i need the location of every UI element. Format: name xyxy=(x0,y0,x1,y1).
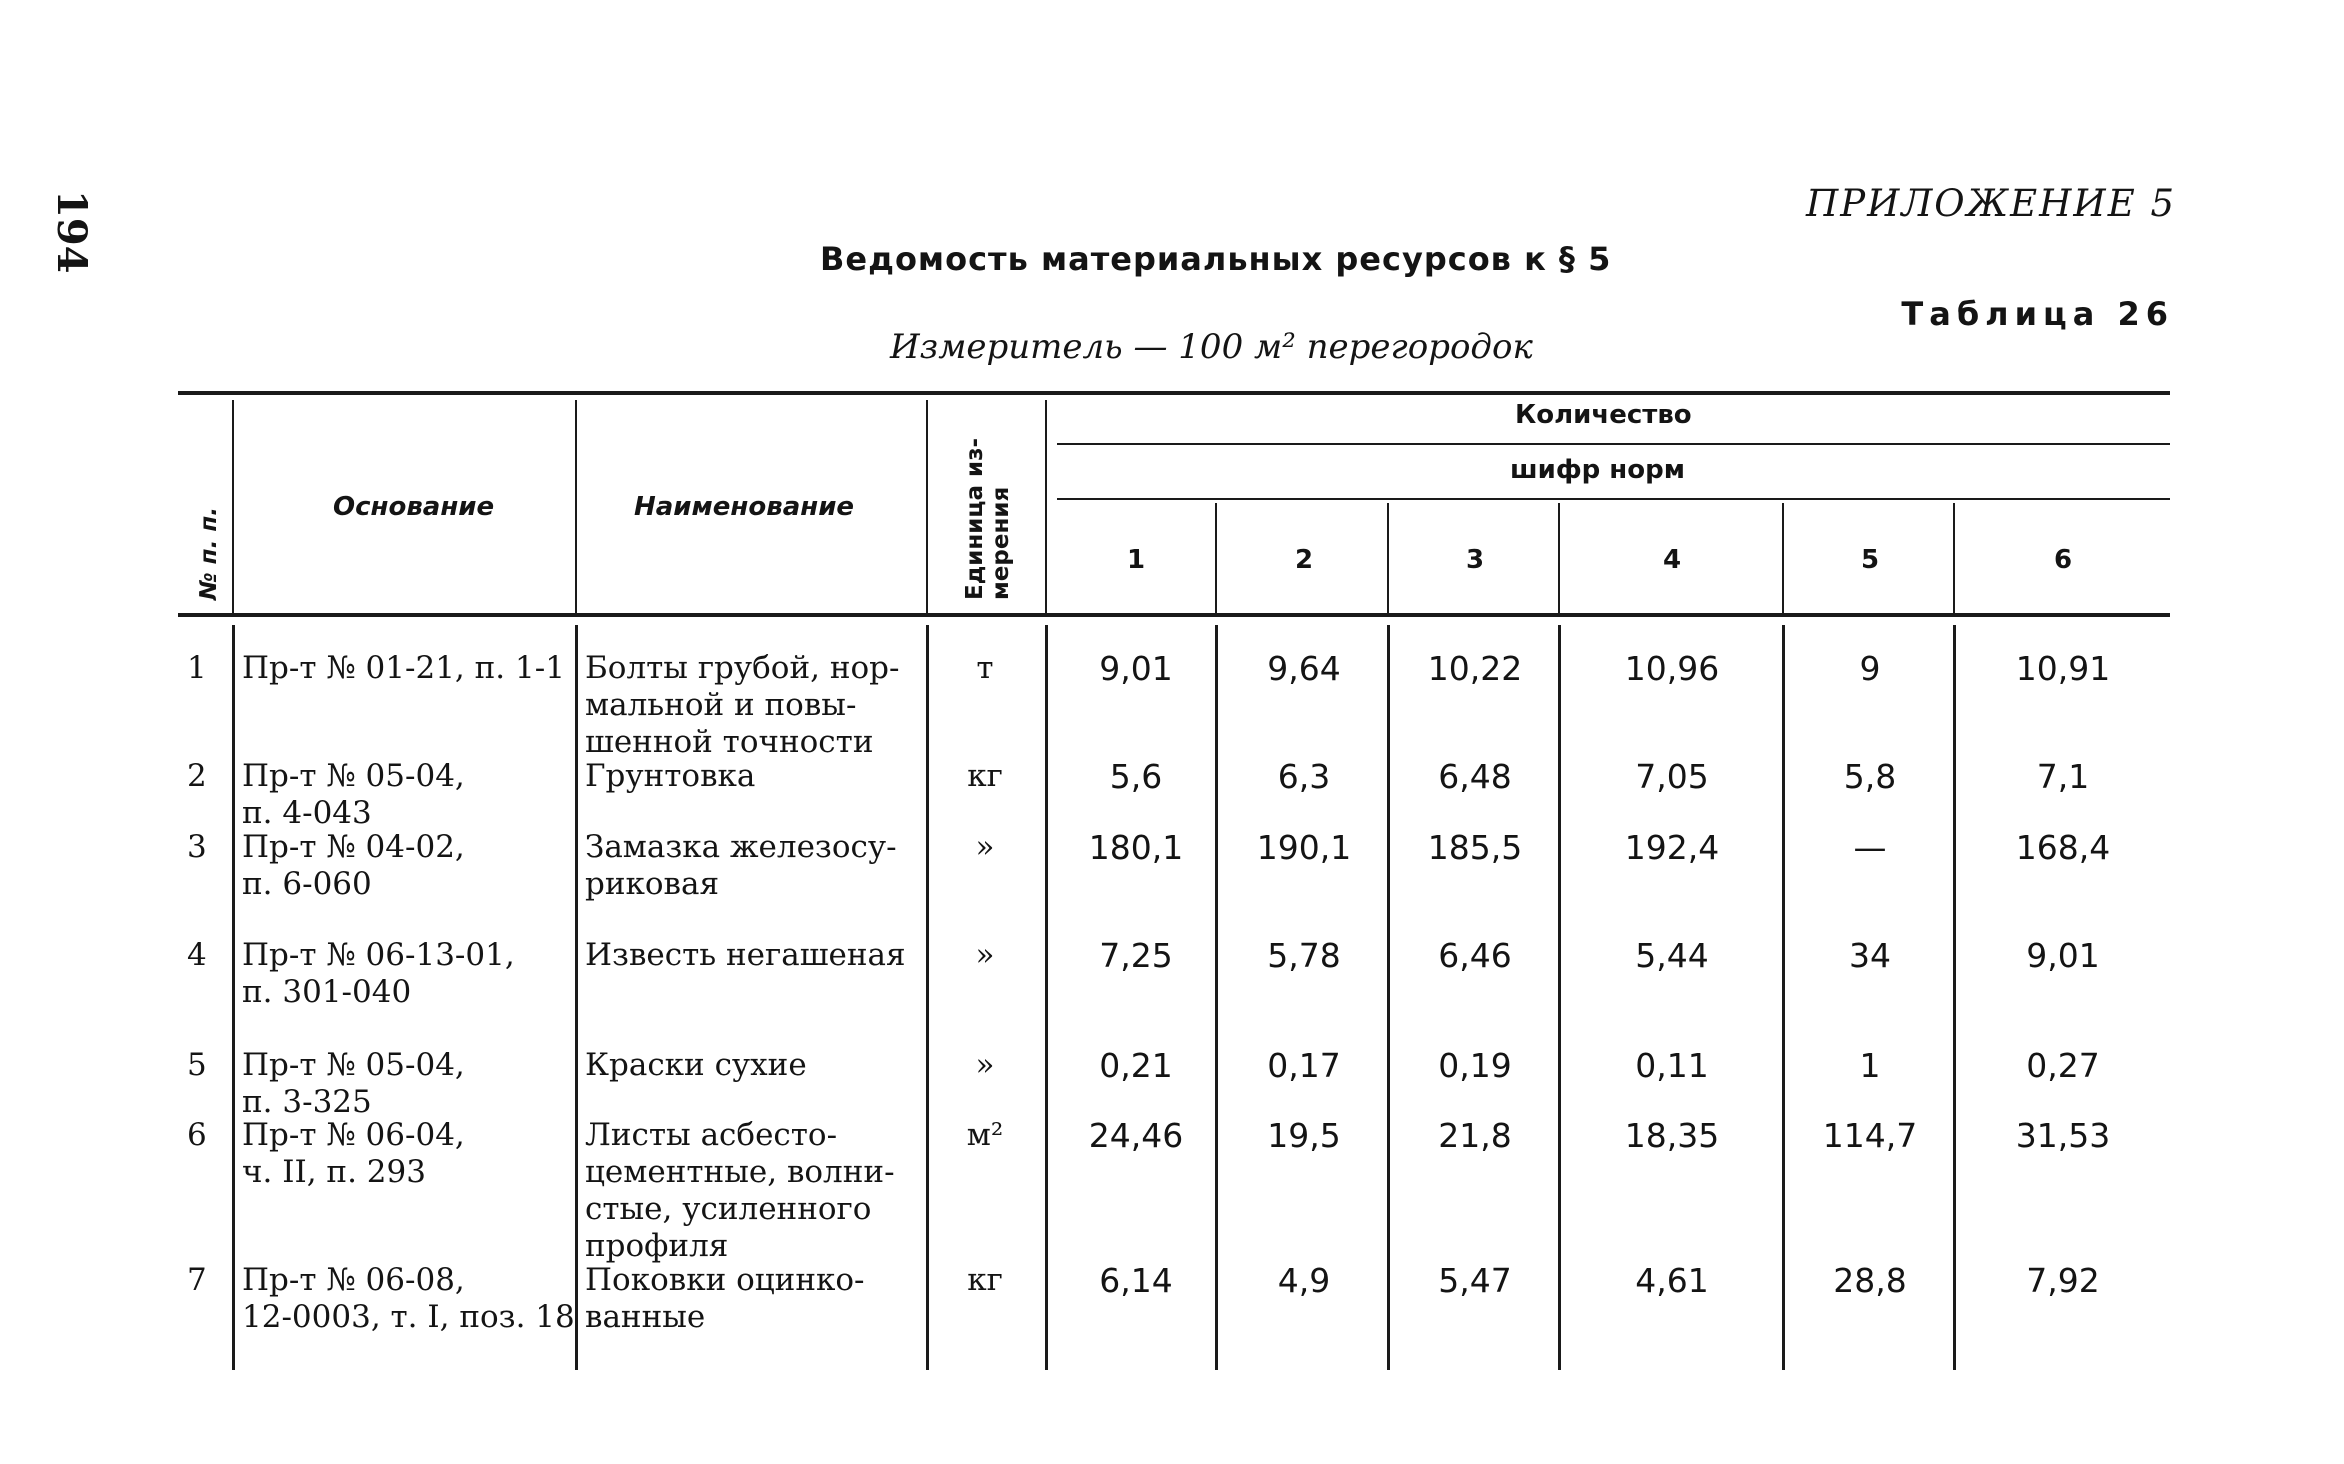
column-divider xyxy=(575,625,578,1370)
row-basis-line: п. 6-060 xyxy=(242,866,372,902)
column-divider xyxy=(1782,503,1784,615)
row-value-col-6: 7,1 xyxy=(2036,757,2090,796)
row-basis-line: п. 4-043 xyxy=(242,795,372,831)
header-basis: Основание xyxy=(333,492,495,522)
row-basis xyxy=(242,650,565,687)
row-value-col-5: 28,8 xyxy=(1833,1261,1907,1300)
row-value-col-5: 5,8 xyxy=(1843,757,1897,796)
row-basis xyxy=(242,758,465,832)
row-basis-line: 12-0003, т. I, поз. 18 xyxy=(242,1299,575,1335)
row-name xyxy=(585,1117,915,1265)
row-value-col-3: 10,22 xyxy=(1427,649,1523,688)
row-value-col-4: 7,05 xyxy=(1635,757,1709,796)
row-basis-line: Пр-т № 01-21, п. 1-1 xyxy=(242,650,565,686)
row-name-line: Листы асбесто- xyxy=(585,1117,838,1153)
row-name-line: Грунтовка xyxy=(585,758,756,794)
row-value-col-2: 19,5 xyxy=(1267,1116,1341,1155)
row-name-line: Болты грубой, нор- xyxy=(585,650,900,686)
row-value-col-4: 0,11 xyxy=(1635,1046,1709,1085)
row-number: 2 xyxy=(187,758,207,794)
row-value-col-4: 18,35 xyxy=(1624,1116,1720,1155)
column-divider xyxy=(1045,400,1047,615)
header-unit-line2: мерения xyxy=(988,486,1014,600)
header-quantity: Количество xyxy=(1515,400,1692,430)
row-basis xyxy=(242,937,515,1011)
column-divider xyxy=(232,625,235,1370)
row-value-col-1: 24,46 xyxy=(1088,1116,1184,1155)
header-name: Наименование xyxy=(634,492,855,522)
row-basis-line: Пр-т № 05-04, xyxy=(242,1047,465,1083)
row-value-col-2: 190,1 xyxy=(1256,828,1352,867)
row-value-col-5: 114,7 xyxy=(1822,1116,1918,1155)
row-name xyxy=(585,650,915,761)
row-value-col-3: 21,8 xyxy=(1438,1116,1512,1155)
row-value-col-4: 192,4 xyxy=(1624,828,1720,867)
row-value-col-5: 34 xyxy=(1849,936,1891,975)
row-basis xyxy=(242,1262,575,1336)
row-value-col-5: 9 xyxy=(1859,649,1881,688)
row-name-line: Поковки оцинко- xyxy=(585,1262,865,1298)
row-value-col-6: 31,53 xyxy=(2015,1116,2111,1155)
row-number: 1 xyxy=(187,650,207,686)
row-name xyxy=(585,937,915,974)
column-divider xyxy=(926,625,929,1370)
row-basis-line: Пр-т № 06-13-01, xyxy=(242,937,515,973)
row-value-col-2: 6,3 xyxy=(1277,757,1331,796)
row-unit: » xyxy=(975,829,995,865)
row-value-col-6: 0,27 xyxy=(2026,1046,2100,1085)
table-label: Таблица 26 xyxy=(1901,295,2174,333)
column-divider xyxy=(1953,503,1955,615)
row-name xyxy=(585,758,915,795)
row-value-col-1: 6,14 xyxy=(1099,1261,1173,1300)
row-number: 6 xyxy=(187,1117,207,1153)
row-unit: кг xyxy=(967,758,1003,794)
row-basis-line: Пр-т № 05-04, xyxy=(242,758,465,794)
row-value-col-4: 5,44 xyxy=(1635,936,1709,975)
row-basis xyxy=(242,1117,465,1191)
row-value-col-6: 9,01 xyxy=(2026,936,2100,975)
page-number: 194 xyxy=(48,190,95,274)
row-name-line: Известь негашеная xyxy=(585,937,906,973)
column-divider xyxy=(1215,503,1217,615)
row-value-col-1: 5,6 xyxy=(1109,757,1163,796)
row-unit: кг xyxy=(967,1262,1003,1298)
row-value-col-2: 9,64 xyxy=(1267,649,1341,688)
column-divider xyxy=(1387,625,1390,1370)
row-value-col-6: 10,91 xyxy=(2015,649,2111,688)
row-value-col-2: 4,9 xyxy=(1277,1261,1331,1300)
column-divider xyxy=(232,400,234,615)
norm-code-rule xyxy=(1057,498,2170,500)
column-divider xyxy=(1387,503,1389,615)
row-basis-line: Пр-т № 04-02, xyxy=(242,829,465,865)
row-unit: т xyxy=(976,650,994,686)
column-divider xyxy=(1953,625,1956,1370)
header-col-2: 2 xyxy=(1294,545,1314,575)
document-title: Ведомость материальных ресурсов к § 5 xyxy=(820,240,1612,278)
header-unit-line1: Единица из- xyxy=(962,437,988,600)
row-value-col-3: 5,47 xyxy=(1438,1261,1512,1300)
row-value-col-1: 7,25 xyxy=(1099,936,1173,975)
header-bottom-rule xyxy=(178,613,2170,617)
row-basis-line: ч. II, п. 293 xyxy=(242,1154,426,1190)
row-value-col-2: 0,17 xyxy=(1267,1046,1341,1085)
row-name-line: цементные, волни- xyxy=(585,1154,895,1190)
row-value-col-3: 185,5 xyxy=(1427,828,1523,867)
row-name xyxy=(585,829,915,903)
row-number: 7 xyxy=(187,1262,207,1298)
row-unit: » xyxy=(975,1047,995,1083)
row-basis-line: Пр-т № 06-04, xyxy=(242,1117,465,1153)
row-value-col-3: 6,46 xyxy=(1438,936,1512,975)
row-value-col-3: 0,19 xyxy=(1438,1046,1512,1085)
header-col-1: 1 xyxy=(1126,545,1146,575)
header-norm-code: шифр норм xyxy=(1510,455,1685,485)
row-value-col-2: 5,78 xyxy=(1267,936,1341,975)
row-value-col-3: 6,48 xyxy=(1438,757,1512,796)
column-divider xyxy=(1558,503,1560,615)
row-name-line: Замазка железосу- xyxy=(585,829,897,865)
row-name-line: Краски сухие xyxy=(585,1047,807,1083)
row-name-line: риковая xyxy=(585,866,720,902)
row-value-col-5: 1 xyxy=(1859,1046,1881,1085)
row-value-col-1: 180,1 xyxy=(1088,828,1184,867)
column-divider xyxy=(1782,625,1785,1370)
row-name xyxy=(585,1047,915,1084)
row-basis xyxy=(242,1047,465,1121)
column-divider xyxy=(575,400,577,615)
row-value-col-5: — xyxy=(1853,828,1887,867)
row-name xyxy=(585,1262,915,1336)
row-name-line: ванные xyxy=(585,1299,706,1335)
row-number: 3 xyxy=(187,829,207,865)
quantity-rule xyxy=(1057,443,2170,445)
row-unit: » xyxy=(975,937,995,973)
appendix-label: ПРИЛОЖЕНИЕ 5 xyxy=(1805,182,2176,225)
header-col-4: 4 xyxy=(1662,545,1682,575)
column-divider xyxy=(1215,625,1218,1370)
column-divider xyxy=(1045,625,1048,1370)
header-col-5: 5 xyxy=(1860,545,1880,575)
row-value-col-4: 4,61 xyxy=(1635,1261,1709,1300)
row-value-col-1: 9,01 xyxy=(1099,649,1173,688)
row-unit: м² xyxy=(966,1117,1004,1153)
row-value-col-6: 7,92 xyxy=(2026,1261,2100,1300)
row-name-line: шенной точности xyxy=(585,724,874,760)
row-name-line: профиля xyxy=(585,1228,729,1264)
row-number: 4 xyxy=(187,937,207,973)
row-name-line: стые, усиленного xyxy=(585,1191,872,1227)
row-basis-line: Пр-т № 06-08, xyxy=(242,1262,465,1298)
row-basis-line: п. 3-325 xyxy=(242,1084,372,1120)
header-col-3: 3 xyxy=(1465,545,1485,575)
header-row-number: № п. п. xyxy=(196,507,222,600)
header-col-6: 6 xyxy=(2053,545,2073,575)
row-basis xyxy=(242,829,465,903)
measure-unit: Измеритель — 100 м² перегородок xyxy=(890,327,1533,367)
row-name-line: мальной и повы- xyxy=(585,687,857,723)
row-value-col-4: 10,96 xyxy=(1624,649,1720,688)
column-divider xyxy=(926,400,928,615)
row-value-col-6: 168,4 xyxy=(2015,828,2111,867)
row-basis-line: п. 301-040 xyxy=(242,974,412,1010)
row-number: 5 xyxy=(187,1047,207,1083)
column-divider xyxy=(1558,625,1561,1370)
row-value-col-1: 0,21 xyxy=(1099,1046,1173,1085)
table-top-rule xyxy=(178,391,2170,395)
